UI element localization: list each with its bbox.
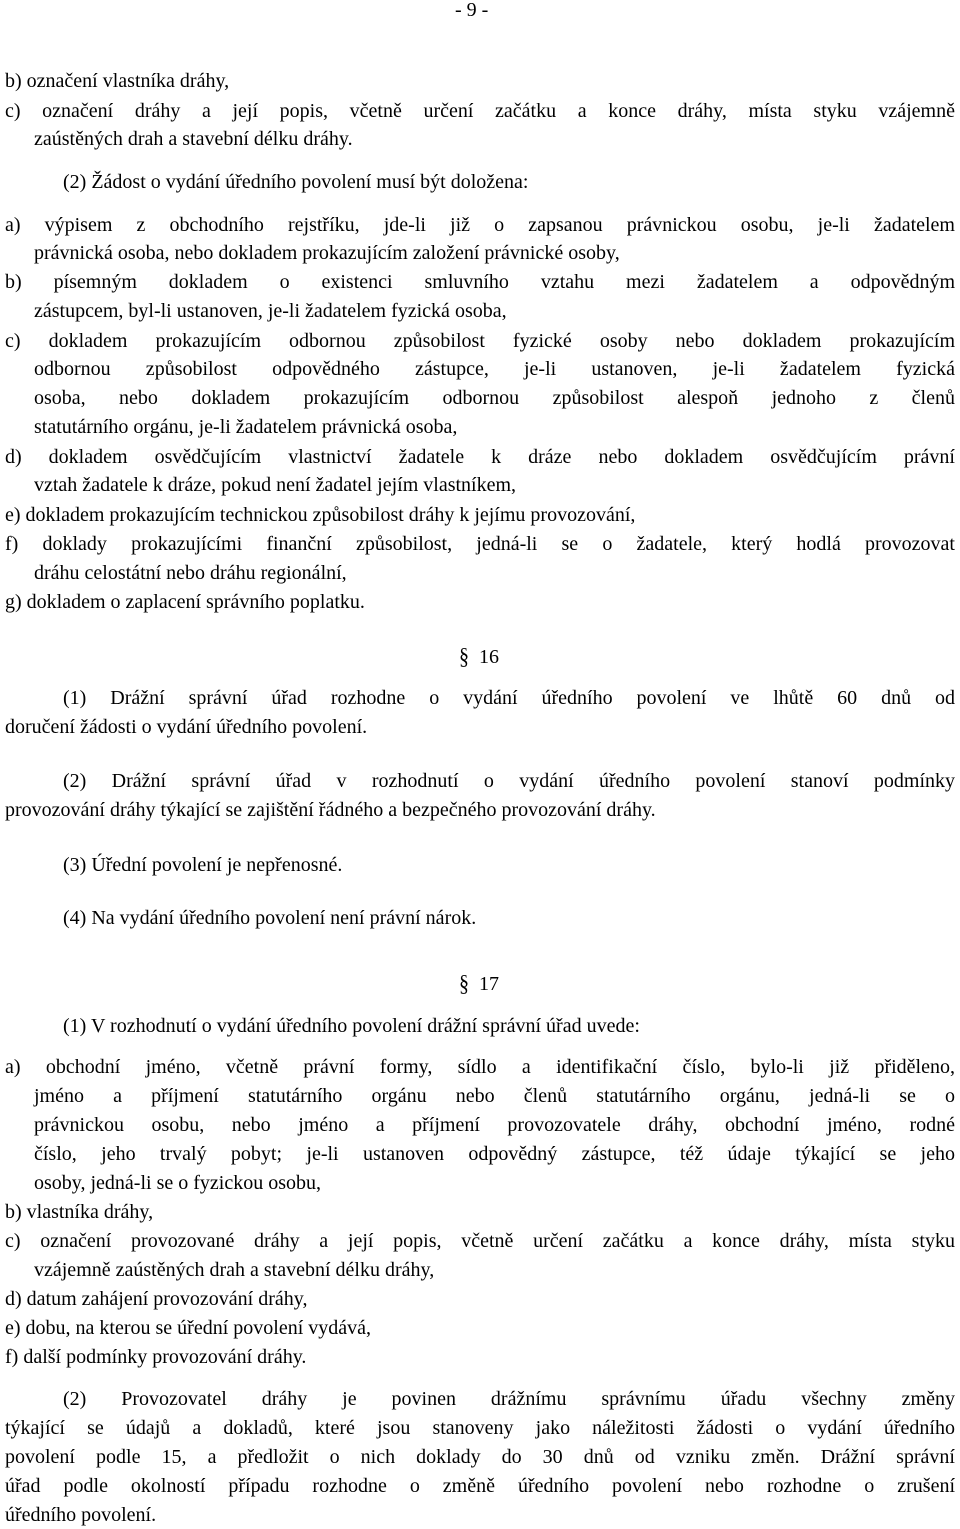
text-line: osoby, jedná-li se o fyzickou osobu,: [34, 1172, 321, 1194]
text-line: zaústěných drah a stavební délku dráhy.: [34, 128, 353, 150]
text-line: (2) Provozovatel dráhy je povinen drážnímu správnímu úřadu všechny změny: [63, 1388, 955, 1410]
text-line: úřad podle okolností případu rozhodne o změně úředního povolení nebo rozhodne o zrušení: [5, 1475, 955, 1497]
text-line: f) další podmínky provozování dráhy.: [5, 1346, 307, 1368]
text-line: (1) V rozhodnutí o vydání úředního povolení drážní správní úřad uvede:: [63, 1015, 640, 1037]
text-line: f) doklady prokazujícími finanční způsobilost, jedná-li se o žadatele, který hodlá provozovat: [5, 533, 955, 555]
text-line: statutárního orgánu, je-li žadatelem právnická osoba,: [34, 416, 458, 438]
text-line: provozování dráhy týkající se zajištění řádného a bezpečného provozování dráhy.: [5, 799, 656, 821]
section-symbol: §: [459, 644, 469, 670]
text-line: (3) Úřední povolení je nepřenosné.: [63, 854, 343, 876]
text-line: právnickou osobu, nebo jméno a příjmení provozovatele dráhy, obchodní jméno, rodné: [34, 1114, 955, 1136]
paragraph-2: (2) Žádost o vydání úředního povolení musí být doložena:: [63, 171, 529, 193]
text-line: c) označení provozované dráhy a její popis, včetně určení začátku a konce dráhy, místa styku: [5, 1230, 955, 1252]
text-line: a) výpisem z obchodního rejstříku, jde-li již o zapsanou právnickou osobu, je-li žadatelem: [5, 214, 955, 236]
text-line: úředního povolení.: [5, 1504, 157, 1526]
text-line: b) vlastníka dráhy,: [5, 1201, 154, 1223]
text-line: číslo, jeho trvalý pobyt; je-li ustanoven odpovědný zástupce, též údaje týkající se jeho: [34, 1143, 955, 1165]
text-line: b) označení vlastníka dráhy,: [5, 70, 230, 92]
text-line: (2) Drážní správní úřad v rozhodnutí o vydání úředního povolení stanoví podmínky: [63, 770, 955, 792]
text-line: zástupcem, byl-li ustanoven, je-li žadatelem fyzická osoba,: [34, 300, 507, 322]
text-line: b) písemným dokladem o existenci smluvního vztahu mezi žadatelem a odpovědným: [5, 271, 955, 293]
section-heading-17: [459, 972, 499, 996]
text-line: e) dobu, na kterou se úřední povolení vydává,: [5, 1317, 372, 1339]
text-line: a) obchodní jméno, včetně právní formy, sídlo a identifikační číslo, bylo-li již přiděleno,: [5, 1056, 955, 1078]
text-line: osoba, nebo dokladem prokazujícím odbornou způsobilost alespoň jednoho z členů: [34, 387, 955, 409]
text-line: odbornou způsobilost odpovědného zástupce, je-li ustanoven, je-li žadatelem fyzická: [34, 358, 955, 380]
section-number: 16: [479, 646, 499, 668]
section-symbol: §: [459, 971, 469, 997]
text-line: (4) Na vydání úředního povolení není právní nárok.: [63, 907, 477, 929]
text-line: jméno a příjmení statutárního orgánu nebo členů statutárního orgánu, jedná-li se o: [34, 1085, 955, 1107]
text-line: c) dokladem prokazujícím odbornou způsobilost fyzické osoby nebo dokladem prokazujícím: [5, 330, 955, 352]
text-line: právnická osoba, nebo dokladem prokazujícím založení právnické osoby,: [34, 242, 620, 264]
text-line: týkající se údajů a dokladů, které jsou stanoveny jako náležitosti žádosti o vydání úředního: [5, 1417, 955, 1439]
text-line: vzájemně zaústěných drah a stavební délku dráhy,: [34, 1259, 435, 1281]
section-number: 17: [479, 973, 499, 995]
text-line: g) dokladem o zaplacení správního poplatku.: [5, 591, 365, 613]
text-line: (1) Drážní správní úřad rozhodne o vydání úředního povolení ve lhůtě 60 dnů od: [63, 687, 955, 709]
text-line: c) označení dráhy a její popis, včetně určení začátku a konce dráhy, místa styku vzájemně: [5, 100, 955, 122]
text-line: d) dokladem osvědčujícím vlastnictví žadatele k dráze nebo dokladem osvědčujícím právní: [5, 446, 955, 468]
section-heading-16: [459, 645, 499, 669]
text-line: povolení podle 15, a předložit o nich doklady do 30 dnů od vzniku změn. Drážní správní: [5, 1446, 955, 1468]
text-line: e) dokladem prokazujícím technickou způsobilost dráhy k jejímu provozování,: [5, 504, 636, 526]
text-line: dráhu celostátní nebo dráhu regionální,: [34, 562, 347, 584]
text-line: doručení žádosti o vydání úředního povolení.: [5, 716, 368, 738]
text-line: vztah žadatele k dráze, pokud není žadatel jejím vlastníkem,: [34, 474, 517, 496]
text-line: d) datum zahájení provozování dráhy,: [5, 1288, 308, 1310]
page-number: - 9 -: [455, 0, 489, 21]
